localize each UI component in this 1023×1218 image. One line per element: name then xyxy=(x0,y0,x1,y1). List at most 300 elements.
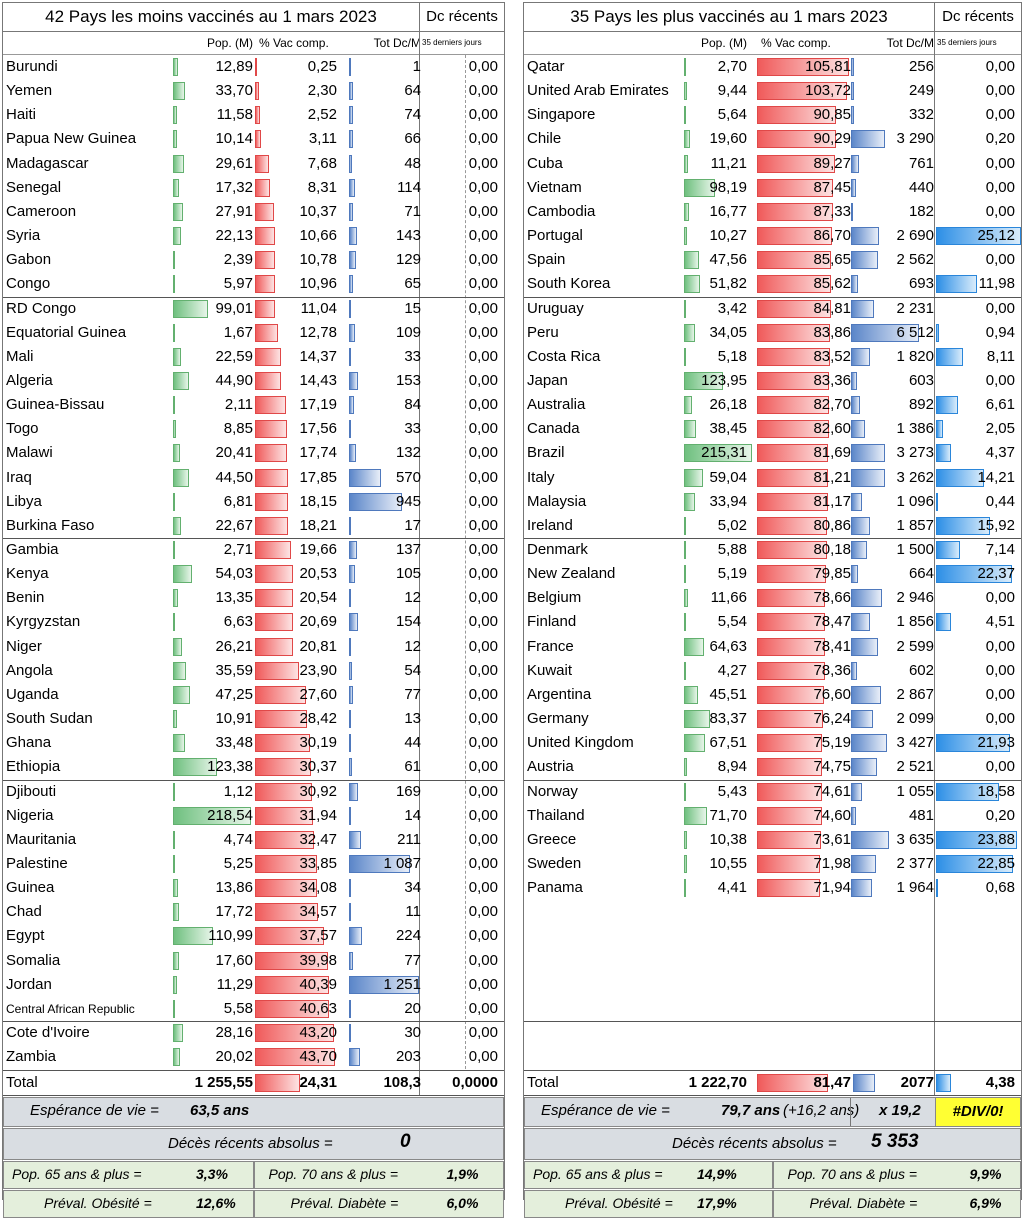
pop-bar xyxy=(173,855,175,873)
pop-value: 4,74 xyxy=(223,830,253,848)
vac-bar xyxy=(255,82,259,100)
dc-value: 761 xyxy=(908,154,934,172)
vac-value: 17,56 xyxy=(299,420,337,438)
death-ratio: x 19,2 xyxy=(879,1102,921,1120)
dc-bar xyxy=(851,879,872,897)
pop-value: 38,45 xyxy=(709,420,747,438)
pop-bar xyxy=(684,155,688,173)
total-dc: 108,3 xyxy=(383,1074,421,1092)
recent-value: 14,21 xyxy=(977,468,1015,486)
pop-65 xyxy=(524,1161,773,1189)
dc-value: 1 964 xyxy=(896,879,934,897)
total-vac-bar xyxy=(255,1074,300,1092)
table-row xyxy=(3,755,504,779)
vac-bar xyxy=(255,493,288,511)
pop-value: 33,94 xyxy=(709,492,747,510)
table-row xyxy=(524,152,1021,176)
dc-value: 440 xyxy=(908,178,934,196)
vac-value: 89,27 xyxy=(813,154,851,172)
recent-value: 0,00 xyxy=(468,275,498,293)
vac-value: 11,04 xyxy=(300,299,337,317)
dc-bar xyxy=(851,638,878,656)
obesity-label: Préval. Obésité = xyxy=(565,1195,673,1212)
pop-bar xyxy=(684,227,687,245)
dc-value: 224 xyxy=(395,927,421,945)
recent-value: 0,00 xyxy=(468,782,498,800)
vac-bar xyxy=(255,469,288,487)
dc-value: 3 635 xyxy=(896,830,934,848)
recent-bar xyxy=(936,613,951,631)
dc-value: 570 xyxy=(395,468,421,486)
vac-value: 78,36 xyxy=(813,661,851,679)
table-row xyxy=(3,321,504,345)
country-name: RD Congo xyxy=(6,299,77,317)
dc-bar xyxy=(349,517,351,535)
recent-bar xyxy=(936,275,977,293)
table-row xyxy=(3,103,504,127)
recent-value: 0,00 xyxy=(468,903,498,921)
country-name: Kenya xyxy=(6,565,49,583)
column-headers xyxy=(3,32,504,55)
table-row xyxy=(3,731,504,755)
table-row xyxy=(3,297,504,321)
table-row xyxy=(524,586,1021,610)
table-row xyxy=(524,369,1021,393)
recent-value: 0,44 xyxy=(985,492,1015,510)
table-row xyxy=(3,55,504,79)
vac-value: 90,29 xyxy=(813,130,851,148)
vac-value: 23,90 xyxy=(299,661,337,679)
dc-value: 17 xyxy=(404,516,421,534)
pop-value: 2,11 xyxy=(224,396,253,414)
dc-value: 3 290 xyxy=(896,130,934,148)
table-row xyxy=(3,997,504,1021)
table-row xyxy=(524,393,1021,417)
table-row xyxy=(524,441,1021,465)
country-name: Austria xyxy=(527,758,574,776)
total-recent-bar xyxy=(936,1074,951,1092)
country-name: Guinea xyxy=(6,879,55,897)
dc-value: 169 xyxy=(395,782,421,800)
country-name: Ghana xyxy=(6,734,52,752)
dc-recent-header: Dc récents xyxy=(426,8,498,25)
total-pop: 1 255,55 xyxy=(194,1074,253,1092)
country-name: Nigeria xyxy=(6,806,54,824)
dc-value: 182 xyxy=(908,202,934,220)
dc-value: 602 xyxy=(908,661,934,679)
pop-bar xyxy=(173,420,176,438)
recent-value: 0,00 xyxy=(468,154,498,172)
country-name: Chad xyxy=(6,903,42,921)
vac-value: 18,15 xyxy=(299,492,337,510)
pop-bar xyxy=(173,469,189,487)
dc-value: 2 690 xyxy=(896,227,934,245)
dc-value: 603 xyxy=(908,371,934,389)
diabetes-label: Préval. Diabète = xyxy=(809,1195,918,1212)
pop-value: 5,25 xyxy=(223,854,253,872)
pop-value: 29,61 xyxy=(215,154,253,172)
vac-value: 82,70 xyxy=(813,396,851,414)
country-name: New Zealand xyxy=(527,565,616,583)
table-row xyxy=(524,224,1021,248)
vac-value: 10,96 xyxy=(299,275,337,293)
table-row xyxy=(524,828,1021,852)
dc-value: 64 xyxy=(404,82,421,100)
country-name: Gambia xyxy=(6,541,59,558)
total-recent: 0,0000 xyxy=(452,1074,498,1092)
pop-value: 123,95 xyxy=(701,371,747,389)
dc-bar xyxy=(349,662,352,680)
table-row xyxy=(3,683,504,707)
dc-bar xyxy=(851,179,856,197)
dc-value: 2 231 xyxy=(896,299,934,317)
vac-value: 27,60 xyxy=(299,685,337,703)
vac-value: 78,47 xyxy=(813,613,851,631)
dc-bar xyxy=(851,710,873,728)
pop-bar xyxy=(684,613,686,631)
table-row xyxy=(3,127,504,151)
vac-bar xyxy=(757,831,821,849)
pop-value: 5,02 xyxy=(717,516,747,534)
total-pop: 1 222,70 xyxy=(688,1074,747,1092)
table-row xyxy=(3,707,504,731)
vac-value: 17,74 xyxy=(299,444,337,462)
absolute-deaths xyxy=(3,1128,504,1160)
dc-bar xyxy=(349,541,357,559)
vac-bar xyxy=(255,565,293,583)
vac-bar xyxy=(255,541,291,559)
dc-value: 2 867 xyxy=(896,685,934,703)
pop-bar xyxy=(173,348,181,366)
recent-value: 0,00 xyxy=(985,82,1015,100)
vac-value: 8,31 xyxy=(307,178,337,196)
dc-bar xyxy=(349,251,356,269)
diabetes xyxy=(773,1190,1022,1218)
country-name: Cameroon xyxy=(6,202,77,220)
country-name: Ireland xyxy=(527,516,573,534)
recent-value: 0,00 xyxy=(468,830,498,848)
vac-value: 14,37 xyxy=(299,347,337,365)
pop-value: 27,91 xyxy=(215,202,253,220)
pop-value: 10,38 xyxy=(709,830,747,848)
dc-value: 132 xyxy=(395,444,421,462)
dc-value: 2 562 xyxy=(896,251,934,269)
vac-bar xyxy=(255,179,270,197)
recent-value: 0,00 xyxy=(468,468,498,486)
pop-value: 11,21 xyxy=(710,154,747,172)
vac-bar xyxy=(255,372,281,390)
recent-value: 0,00 xyxy=(468,323,498,341)
recent-value: 0,00 xyxy=(468,347,498,365)
vac-value: 76,24 xyxy=(813,710,851,728)
country-name: Argentina xyxy=(527,685,592,703)
pop-bar xyxy=(173,179,179,197)
recent-value: 0,00 xyxy=(468,1048,498,1066)
pop-bar xyxy=(173,1048,180,1066)
country-name: Libya xyxy=(6,492,42,510)
vac-value: 85,65 xyxy=(813,251,851,269)
table-row xyxy=(3,586,504,610)
country-name: Malawi xyxy=(6,444,53,462)
table-row xyxy=(3,538,504,562)
p65-value: 3,3% xyxy=(196,1166,228,1183)
country-name: Sweden xyxy=(527,854,582,872)
pop-bar xyxy=(173,976,177,994)
total-label: Total xyxy=(527,1074,559,1092)
pop-bar xyxy=(173,927,213,945)
total-dc-bar xyxy=(853,1074,875,1092)
dc-bar xyxy=(851,686,881,704)
dc-bar xyxy=(851,396,860,414)
vac-bar xyxy=(255,203,274,221)
vac-bar xyxy=(255,444,287,462)
life-divider xyxy=(850,1098,851,1126)
pop-bar xyxy=(684,300,686,318)
country-name: Spain xyxy=(527,251,566,269)
pop-value: 67,51 xyxy=(709,734,747,752)
dc-bar xyxy=(349,493,402,511)
vac-value: 3,11 xyxy=(308,130,337,148)
vac-bar xyxy=(255,686,306,704)
dc-bar xyxy=(851,155,859,173)
col-35days: 35 derniers jours xyxy=(937,38,997,47)
dc-bar xyxy=(851,58,854,76)
col-vac: % Vac comp. xyxy=(259,36,329,50)
table-row xyxy=(3,900,504,924)
recent-value: 0,00 xyxy=(468,685,498,703)
vac-value: 75,19 xyxy=(813,734,851,752)
recent-value: 0,00 xyxy=(985,299,1015,317)
pop-value: 47,25 xyxy=(215,685,253,703)
table-row xyxy=(3,924,504,948)
vac-bar xyxy=(757,855,820,873)
vac-bar xyxy=(255,589,293,607)
recent-value: 0,00 xyxy=(468,758,498,776)
pop-value: 99,01 xyxy=(215,299,253,317)
recent-value: 0,00 xyxy=(468,251,498,269)
recent-value: 0,00 xyxy=(468,178,498,196)
p70-label: Pop. 70 ans & plus = xyxy=(268,1166,399,1183)
pop-bar xyxy=(684,638,704,656)
total-label: Total xyxy=(6,1074,38,1092)
country-name: Cote d'Ivoire xyxy=(6,1024,90,1041)
pop-value: 123,38 xyxy=(207,758,253,776)
country-name: Palestine xyxy=(6,854,68,872)
recent-value: 0,00 xyxy=(468,661,498,679)
vac-value: 20,53 xyxy=(299,565,337,583)
recent-value: 0,00 xyxy=(468,492,498,510)
dc-value: 3 262 xyxy=(896,468,934,486)
abs-value: 0 xyxy=(400,1131,411,1153)
recent-value: 0,00 xyxy=(468,420,498,438)
pop-value: 1,67 xyxy=(223,323,253,341)
vac-value: 30,92 xyxy=(299,782,337,800)
table-row xyxy=(3,1045,504,1069)
dc-value: 77 xyxy=(404,951,421,969)
pop-value: 8,85 xyxy=(223,420,253,438)
table-row xyxy=(3,272,504,296)
pop-value: 17,60 xyxy=(215,951,253,969)
country-name: Congo xyxy=(6,275,51,293)
dc-value: 211 xyxy=(397,830,421,848)
pop-bar xyxy=(684,251,699,269)
pop-value: 4,27 xyxy=(717,661,747,679)
pop-bar xyxy=(173,275,175,293)
recent-value: 0,00 xyxy=(985,637,1015,655)
pop-value: 2,70 xyxy=(717,58,747,75)
recent-value: 0,00 xyxy=(468,444,498,462)
vac-value: 74,60 xyxy=(813,806,851,824)
dc-bar xyxy=(349,831,361,849)
dc-value: 34 xyxy=(404,879,421,897)
country-name: Egypt xyxy=(6,927,45,945)
pop-bar xyxy=(173,662,186,680)
table-row xyxy=(3,973,504,997)
table-row xyxy=(524,55,1021,79)
pop-bar xyxy=(173,783,175,801)
dc-bar xyxy=(851,420,865,438)
table-row xyxy=(524,731,1021,755)
pop-bar xyxy=(684,783,686,801)
dc-value: 6 512 xyxy=(896,323,934,341)
pop-bar xyxy=(684,348,686,366)
dc-bar xyxy=(349,58,351,76)
vac-value: 20,81 xyxy=(299,637,337,655)
absolute-deaths xyxy=(524,1128,1021,1160)
dc-value: 664 xyxy=(908,565,934,583)
vac-value: 82,60 xyxy=(813,420,851,438)
dc-value: 693 xyxy=(908,275,934,293)
table-row xyxy=(524,345,1021,369)
pop-value: 11,58 xyxy=(216,106,253,124)
pop-bar xyxy=(684,589,688,607)
dc-value: 3 427 xyxy=(896,734,934,752)
dc-value: 1 055 xyxy=(896,782,934,800)
country-name: Cambodia xyxy=(527,202,596,220)
country-name: Panama xyxy=(527,879,583,897)
vac-value: 71,94 xyxy=(813,879,851,897)
dc-value: 892 xyxy=(908,396,934,414)
pop-value: 5,43 xyxy=(717,782,747,800)
pop-bar xyxy=(173,82,185,100)
group-separator xyxy=(524,1021,1021,1022)
pop-bar xyxy=(684,203,689,221)
recent-value: 0,00 xyxy=(468,130,498,148)
country-name: Belgium xyxy=(527,589,582,607)
recent-value: 0,00 xyxy=(468,227,498,245)
dc-bar xyxy=(349,734,351,752)
pop-value: 6,81 xyxy=(223,492,253,510)
pop-bar xyxy=(684,831,687,849)
recent-value: 0,00 xyxy=(985,589,1015,607)
dc-bar xyxy=(349,927,362,945)
title-bar xyxy=(524,3,1021,32)
dc-bar xyxy=(349,396,354,414)
recent-value: 0,00 xyxy=(468,999,498,1017)
pop-value: 5,19 xyxy=(717,565,747,583)
country-name: Central African Republic xyxy=(6,1001,135,1016)
table-row xyxy=(3,876,504,900)
dc-value: 11 xyxy=(405,903,421,921)
vac-bar xyxy=(255,517,288,535)
dc-value: 33 xyxy=(404,420,421,438)
dc-bar xyxy=(349,203,353,221)
pop-bar xyxy=(173,541,175,559)
diabetes-value: 6,0% xyxy=(446,1195,479,1212)
table-row xyxy=(524,538,1021,562)
pop-bar xyxy=(173,493,175,511)
dc-value: 2 946 xyxy=(896,589,934,607)
recent-value: 0,00 xyxy=(468,565,498,583)
vac-value: 7,68 xyxy=(307,154,337,172)
vac-value: 86,70 xyxy=(813,227,851,245)
vac-bar xyxy=(255,227,275,245)
dc-value: 61 xyxy=(404,758,421,776)
dc-value: 249 xyxy=(908,82,934,100)
vac-bar xyxy=(255,155,269,173)
table-row xyxy=(524,635,1021,659)
dc-bar xyxy=(851,275,858,293)
col-dc: Tot Dc/M xyxy=(373,36,421,50)
pop-value: 22,59 xyxy=(215,347,253,365)
table-row xyxy=(3,635,504,659)
pop-bar xyxy=(173,324,175,342)
dc-value: 105 xyxy=(395,565,421,583)
vac-value: 103,72 xyxy=(805,82,851,100)
pop-bar xyxy=(684,130,690,148)
vac-value: 79,85 xyxy=(813,565,851,583)
recent-value: 0,00 xyxy=(468,734,498,752)
recent-value: 0,00 xyxy=(985,154,1015,172)
dc-bar xyxy=(851,758,877,776)
pop-bar xyxy=(684,758,687,776)
dc-bar xyxy=(349,179,355,197)
table-row xyxy=(524,490,1021,514)
dc-value: 129 xyxy=(395,251,421,269)
p65-label: Pop. 65 ans & plus = xyxy=(12,1166,142,1183)
country-name: Haiti xyxy=(6,106,37,124)
dc-bar xyxy=(349,444,356,462)
vac-value: 74,75 xyxy=(813,758,851,776)
life-diff: (+16,2 ans) xyxy=(783,1102,860,1120)
dc-value: 20 xyxy=(404,999,421,1017)
pop-bar xyxy=(684,807,707,825)
recent-value: 0,00 xyxy=(985,58,1015,75)
pop-value: 34,05 xyxy=(709,323,747,341)
country-name: Finland xyxy=(527,613,577,631)
recent-value: 7,14 xyxy=(985,541,1015,558)
pop-value: 28,16 xyxy=(215,1024,253,1041)
dc-bar xyxy=(851,734,887,752)
dc-bar xyxy=(851,251,878,269)
pop-value: 6,63 xyxy=(223,613,253,631)
dc-value: 15 xyxy=(404,299,421,317)
pop-value: 22,13 xyxy=(215,227,253,245)
pop-value: 26,21 xyxy=(215,637,253,655)
table-row xyxy=(524,562,1021,586)
pop-value: 35,59 xyxy=(215,661,253,679)
recent-value: 0,00 xyxy=(468,202,498,220)
country-name: Portugal xyxy=(527,227,583,245)
pop-bar xyxy=(173,903,179,921)
recent-value: 0,00 xyxy=(468,516,498,534)
dc-bar xyxy=(349,1048,360,1066)
dc-bar xyxy=(851,203,853,221)
vac-value: 2,30 xyxy=(307,82,337,100)
pop-value: 5,58 xyxy=(223,999,253,1017)
recent-value: 0,00 xyxy=(468,710,498,728)
dc-bar xyxy=(349,348,351,366)
